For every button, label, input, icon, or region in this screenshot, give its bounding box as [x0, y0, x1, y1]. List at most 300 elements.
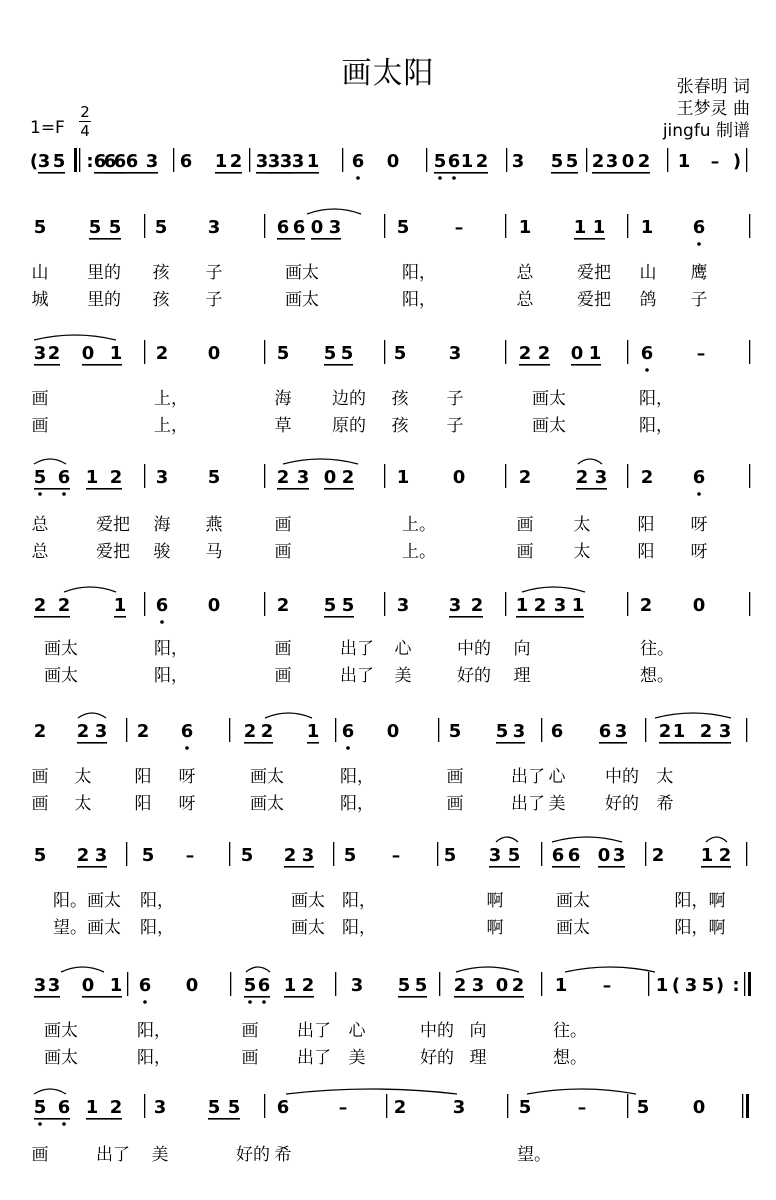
lyric-syllable: 中的 [605, 767, 639, 787]
lyric-syllable: 往。 [553, 1021, 587, 1041]
slur [265, 713, 312, 718]
note: 6 [57, 1097, 71, 1118]
barline [507, 1094, 508, 1118]
note: 3 [145, 151, 159, 172]
lyric-syllable: 上。 [402, 542, 436, 562]
barline [586, 148, 587, 172]
score-line-5 [0, 584, 776, 634]
barline [438, 718, 439, 742]
beam-underline [82, 364, 122, 366]
lyrics-line-8-verse-1 [0, 1016, 776, 1042]
note: 5 [565, 151, 579, 172]
note: 3 [471, 975, 485, 996]
lyric-syllable: 阳 [637, 542, 655, 562]
slur [456, 967, 519, 972]
note: 6 [692, 217, 706, 238]
note: 2 [639, 595, 653, 616]
beam-underline [574, 238, 605, 240]
note: 2 [475, 151, 489, 172]
lyric-syllable: 孩 [152, 263, 170, 283]
composer-credit: 王梦灵 曲 [676, 99, 750, 119]
lyric-syllable: 好的 [605, 794, 639, 814]
lyric-syllable: 画太 [250, 767, 284, 787]
note: 5 [276, 343, 290, 364]
lyric-syllable: 太 [573, 515, 591, 535]
note-symbol: ) [732, 151, 742, 172]
barline [742, 1094, 743, 1118]
low-octave-dot [160, 620, 164, 624]
note: 5 [33, 467, 47, 488]
lyric-syllable: 画 [516, 542, 534, 562]
note: 3 [153, 1097, 167, 1118]
barline [144, 214, 145, 238]
note: 5 [393, 343, 407, 364]
note: 0 [386, 151, 400, 172]
note: 2 [533, 595, 547, 616]
note: 1 [109, 343, 123, 364]
beam-underline [324, 364, 353, 366]
lyric-syllable: 画 [446, 767, 464, 787]
note: 2 [511, 975, 525, 996]
lyric-syllable: 呀 [178, 767, 196, 787]
lyrics-line-5-verse-2 [0, 661, 776, 687]
lyric-syllable: 向 [513, 639, 531, 659]
barline [439, 972, 440, 996]
barline [749, 592, 750, 616]
slur [522, 587, 585, 592]
note: 3 [553, 595, 567, 616]
note-dash: – [391, 846, 401, 866]
barline [335, 972, 336, 996]
lyric-syllable: 城 [31, 290, 49, 310]
beam-underline [489, 866, 520, 868]
lyric-syllable: 阳，啊 [674, 918, 726, 938]
note: 5 [227, 1097, 241, 1118]
note: 0 [621, 151, 635, 172]
note: 3 [328, 217, 342, 238]
lyric-syllable: 子 [446, 416, 464, 436]
note: 5 [33, 845, 47, 866]
lyric-syllable: 想。 [640, 666, 674, 686]
note: 6 [155, 595, 169, 616]
note: 2 [229, 151, 243, 172]
lyric-syllable: 画 [31, 416, 49, 436]
beam-underline [82, 996, 122, 998]
note: 3 [155, 467, 169, 488]
lyrics-line-6-verse-2 [0, 789, 776, 815]
lyric-syllable: 出了 [511, 794, 545, 814]
lyric-syllable: 希 [656, 794, 674, 814]
barline [230, 972, 231, 996]
lyric-syllable: 上。 [402, 515, 436, 535]
note: 3 [37, 151, 51, 172]
lyric-syllable: 爱把 [96, 515, 130, 535]
note: 2 [283, 845, 297, 866]
lyric-syllable: 往。 [640, 639, 674, 659]
slur [655, 713, 731, 718]
note: 3 [684, 975, 698, 996]
note: 0 [386, 721, 400, 742]
lyric-syllable: 美 [548, 794, 566, 814]
lyric-syllable: 阳 [134, 794, 152, 814]
beam-underline [34, 996, 60, 998]
note-dash: – [710, 152, 720, 172]
lyric-syllable: 海 [153, 515, 171, 535]
lyric-syllable: 画太 [556, 918, 590, 938]
beam-underline [38, 172, 65, 174]
lyric-syllable: 画太 [44, 639, 78, 659]
note: 5 [141, 845, 155, 866]
lyrics-line-7-verse-2 [0, 913, 776, 939]
lyric-syllable: 阳。画太 [53, 891, 121, 911]
beam-underline [324, 616, 354, 618]
lyric-syllable: 画太 [250, 794, 284, 814]
beam-underline [659, 742, 731, 744]
low-octave-dot [38, 492, 42, 496]
beam-underline [598, 866, 625, 868]
note: 0 [207, 343, 221, 364]
barline [627, 340, 628, 364]
barline [79, 148, 80, 172]
lyric-syllable: 好的 [236, 1145, 270, 1165]
note: 3 [448, 595, 462, 616]
note: 2 [575, 467, 589, 488]
note: 2 [276, 595, 290, 616]
note: 6 [551, 845, 565, 866]
note: 2 [33, 721, 47, 742]
barline [342, 148, 343, 172]
lyric-syllable: 太 [74, 767, 92, 787]
barline [749, 214, 750, 238]
lyric-syllable: 阳， [154, 639, 188, 659]
lyric-syllable: 子 [690, 290, 708, 310]
note: 3 [350, 975, 364, 996]
lyrics-line-2-verse-2 [0, 285, 776, 311]
lyrics-line-9-verse-1 [0, 1140, 776, 1166]
score-line-7 [0, 834, 776, 884]
note: 0 [81, 343, 95, 364]
arranger-credit: jingfu 制谱 [662, 121, 750, 141]
note: 3 [396, 595, 410, 616]
note: 3 [488, 845, 502, 866]
lyric-syllable: 望。画太 [53, 918, 121, 938]
lyric-syllable: 画 [31, 1145, 49, 1165]
note: 3 [612, 845, 626, 866]
lyrics-line-4-verse-1 [0, 510, 776, 536]
note: 1 [573, 217, 587, 238]
barline [126, 718, 127, 742]
beam-underline [571, 364, 601, 366]
note: 6 [276, 1097, 290, 1118]
barline [505, 592, 506, 616]
note: 3 [47, 975, 61, 996]
note: 1 [113, 595, 127, 616]
slur [527, 1089, 636, 1094]
note-dash: – [338, 1098, 348, 1118]
lyric-syllable: 画太 [285, 263, 319, 283]
lyric-syllable: 画 [446, 794, 464, 814]
score-line-6 [0, 710, 776, 760]
note: 5 [495, 721, 509, 742]
lyric-syllable: 子 [205, 290, 223, 310]
note: 2 [33, 595, 47, 616]
lyric-syllable: 画太 [285, 290, 319, 310]
lyric-syllable: 画太 [291, 918, 325, 938]
lyric-syllable: 望。 [517, 1145, 551, 1165]
slur [78, 713, 106, 718]
note: 2 [76, 845, 90, 866]
barline [384, 340, 385, 364]
barline [264, 340, 265, 364]
barline [384, 464, 385, 488]
note: 3 [33, 975, 47, 996]
note: 5 [33, 217, 47, 238]
barline [229, 718, 230, 742]
note: 6 [598, 721, 612, 742]
barline [748, 972, 751, 996]
lyric-syllable: 希 [274, 1145, 292, 1165]
lyric-syllable: 阳， [342, 891, 376, 911]
lyric-syllable: 阳， [402, 290, 436, 310]
lyric-syllable: 鸽 [639, 290, 657, 310]
note: 6 [125, 151, 139, 172]
barline [746, 718, 747, 742]
note: 6 [103, 151, 117, 172]
beam-underline [215, 172, 242, 174]
note: 1 [588, 343, 602, 364]
score-line-4 [0, 456, 776, 506]
note: 3 [511, 151, 525, 172]
score-line-3 [0, 332, 776, 382]
barline [505, 464, 506, 488]
lyric-syllable: 出了 [96, 1145, 130, 1165]
beam-underline [324, 488, 354, 490]
lyric-syllable: 画太 [532, 389, 566, 409]
lyric-syllable: 画 [274, 542, 292, 562]
score-line-9 [0, 1086, 776, 1136]
note: 5 [340, 343, 354, 364]
barline [264, 464, 265, 488]
slur [34, 459, 66, 464]
lyric-syllable: 出了 [340, 639, 374, 659]
lyric-syllable: 理 [513, 666, 531, 686]
slur [706, 837, 727, 842]
lyric-syllable: 啊 [486, 918, 504, 938]
lyric-syllable: 画 [274, 515, 292, 535]
lyric-syllable: 总 [516, 290, 534, 310]
note-dash: – [602, 976, 612, 996]
note: 5 [507, 845, 521, 866]
lyric-syllable: 画太 [556, 891, 590, 911]
lyrics-line-2-verse-1 [0, 258, 776, 284]
barline [437, 842, 438, 866]
beam-underline [592, 172, 650, 174]
note-symbol: ( [29, 151, 39, 172]
note: 5 [343, 845, 357, 866]
note: 3 [594, 467, 608, 488]
lyric-syllable: 爱把 [577, 263, 611, 283]
note: 2 [243, 721, 257, 742]
lyric-syllable: 心 [394, 639, 412, 659]
time-signature [79, 104, 91, 139]
note: 6 [292, 217, 306, 238]
lyric-syllable: 鹰 [690, 263, 708, 283]
barline [127, 972, 128, 996]
lyric-syllable: 阳， [402, 263, 436, 283]
note: 1 [85, 1097, 99, 1118]
lyric-syllable: 好的 [457, 666, 491, 686]
note: 6 [567, 845, 581, 866]
lyric-syllable: 马 [205, 542, 223, 562]
barline [333, 842, 334, 866]
note: 5 [207, 1097, 221, 1118]
note: 2 [640, 467, 654, 488]
barline [144, 1094, 145, 1118]
note: 5 [323, 595, 337, 616]
score-line-2 [0, 206, 776, 256]
barline [506, 148, 507, 172]
lyric-syllable: 出了 [297, 1021, 331, 1041]
note: 5 [207, 467, 221, 488]
barline [541, 972, 542, 996]
note: 3 [267, 151, 281, 172]
lyric-syllable: 阳， [340, 794, 374, 814]
beam-underline [77, 742, 107, 744]
note: 6 [550, 721, 564, 742]
note: 6 [692, 467, 706, 488]
lyric-syllable: 海 [274, 389, 292, 409]
note-dash: – [185, 846, 195, 866]
note: 0 [323, 467, 337, 488]
note: 2 [76, 721, 90, 742]
time-signature-top: 2 [80, 103, 90, 121]
lyric-syllable: 原的 [332, 416, 366, 436]
score-line-8 [0, 964, 776, 1014]
low-octave-dot [346, 746, 350, 750]
beam-underline [244, 742, 273, 744]
note: 2 [718, 845, 732, 866]
lyric-syllable: 子 [446, 389, 464, 409]
slur [34, 335, 116, 340]
lyric-syllable: 阳，啊 [674, 891, 726, 911]
slur [307, 209, 361, 214]
barline [627, 214, 628, 238]
note: 3 [279, 151, 293, 172]
note: 1 [518, 217, 532, 238]
note: 2 [301, 975, 315, 996]
note: 3 [207, 217, 221, 238]
low-octave-dot [62, 492, 66, 496]
lyric-syllable: 啊 [486, 891, 504, 911]
barline [505, 340, 506, 364]
note: 5 [341, 595, 355, 616]
beam-underline [244, 996, 270, 998]
note: 1 [460, 151, 474, 172]
barline [264, 214, 265, 238]
lyric-syllable: 出了 [511, 767, 545, 787]
note: 2 [276, 467, 290, 488]
low-octave-dot [262, 1000, 266, 1004]
lyric-syllable: 太 [573, 542, 591, 562]
barline [746, 842, 747, 866]
note-dash: – [577, 1098, 587, 1118]
lyric-syllable: 上， [154, 389, 188, 409]
beam-underline [277, 488, 309, 490]
lyric-syllable: 画太 [44, 666, 78, 686]
barline [627, 592, 628, 616]
barline [541, 842, 542, 866]
note: 3 [301, 845, 315, 866]
note: 2 [537, 343, 551, 364]
lyric-syllable: 美 [151, 1145, 169, 1165]
slur [34, 1089, 66, 1094]
beam-underline [86, 488, 122, 490]
lyric-syllable: 心 [548, 767, 566, 787]
note: 5 [701, 975, 715, 996]
low-octave-dot [38, 1122, 42, 1126]
note: 2 [341, 467, 355, 488]
note: 0 [495, 975, 509, 996]
note: 6 [113, 151, 127, 172]
lyric-syllable: 阳， [342, 918, 376, 938]
slur [552, 837, 622, 842]
note: 6 [257, 975, 271, 996]
barline [426, 148, 427, 172]
beam-underline [551, 172, 578, 174]
note: 1 [306, 721, 320, 742]
lyric-syllable: 阳， [340, 767, 374, 787]
low-octave-dot [62, 1122, 66, 1126]
lyric-syllable: 美 [348, 1048, 366, 1068]
note: 1 [571, 595, 585, 616]
lyric-syllable: 草 [274, 416, 292, 436]
note: 6 [351, 151, 365, 172]
barline [749, 340, 750, 364]
lyrics-line-3-verse-1 [0, 384, 776, 410]
low-octave-dot [185, 746, 189, 750]
beam-underline [519, 364, 550, 366]
lyric-syllable: 太 [656, 767, 674, 787]
lyric-syllable: 阳， [639, 416, 673, 436]
low-octave-dot [697, 242, 701, 246]
slur [565, 967, 655, 972]
beam-underline [104, 172, 126, 174]
note: 3 [291, 151, 305, 172]
lyric-syllable: 好的 [420, 1048, 454, 1068]
lyric-syllable: 呀 [178, 794, 196, 814]
beam-underline [454, 996, 524, 998]
lyric-syllable: 画 [31, 794, 49, 814]
lyric-syllable: 心 [348, 1021, 366, 1041]
note: 6 [341, 721, 355, 742]
barline [746, 1094, 749, 1118]
note: 3 [614, 721, 628, 742]
lyric-syllable: 阳， [137, 1048, 171, 1068]
note-symbol: ( [671, 975, 681, 996]
lyric-syllable: 阳 [637, 515, 655, 535]
lyric-syllable: 画 [241, 1021, 259, 1041]
note-dash: – [454, 218, 464, 238]
lyricist-credit: 张春明 词 [676, 77, 750, 97]
note: 2 [109, 467, 123, 488]
note: 3 [448, 343, 462, 364]
note: 2 [658, 721, 672, 742]
note-symbol: ) [715, 975, 725, 996]
beam-underline [449, 616, 483, 618]
lyric-syllable: 画太 [44, 1048, 78, 1068]
note: 2 [109, 1097, 123, 1118]
lyric-syllable: 出了 [297, 1048, 331, 1068]
